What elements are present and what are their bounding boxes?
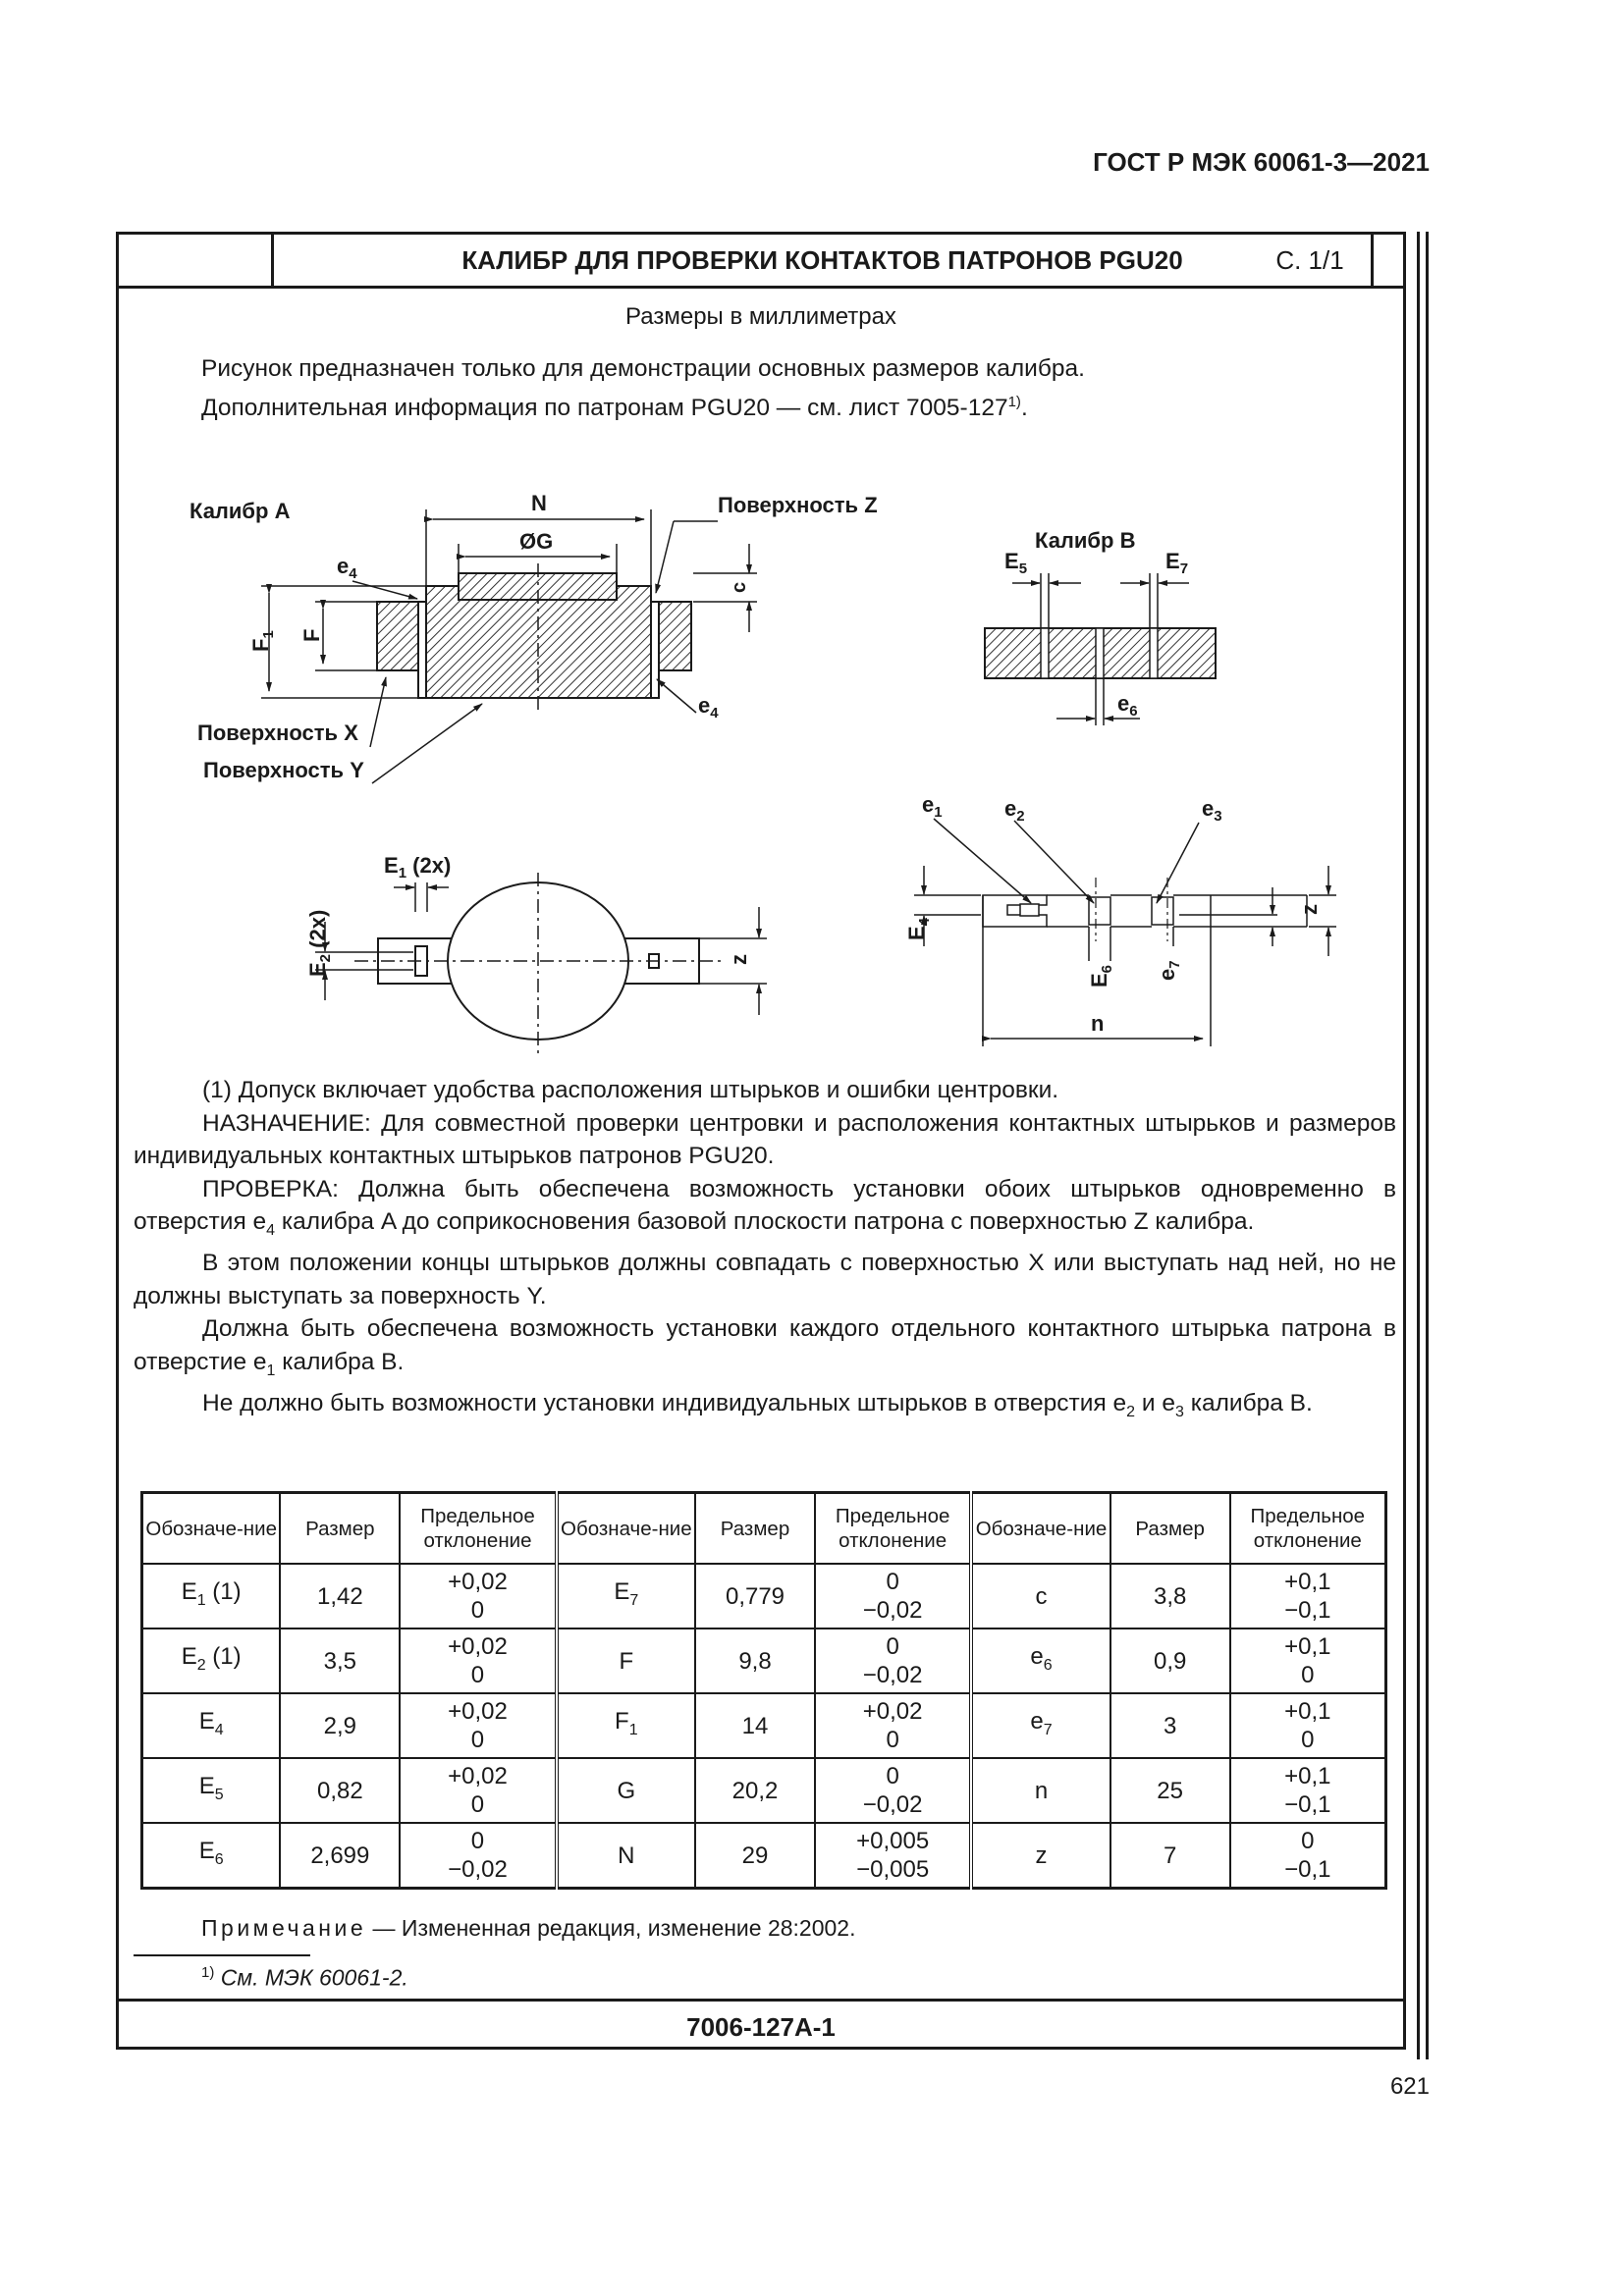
cell-tolerance: 0 −0,1 [1230, 1823, 1386, 1889]
cell-tolerance: 0 −0,02 [815, 1758, 971, 1823]
cell-tolerance: 0 −0,02 [815, 1629, 971, 1693]
dim-N-label: N [531, 491, 547, 515]
cell-designation: $E_4$ [142, 1693, 281, 1758]
paragraph-position: В этом положении концы штырьков должны совпадать с поверхностью X или выступать над ней, но не должны выступать за поверхность Y. [134, 1250, 1396, 1309]
paragraph-check: ПРОВЕРКА: Должна быть обеспечена возможность установки обоих штырьков одновременно в отверстия $e_4$ калибра A до соприкосновения базовой плоскости патрона с поверхностью Z калибра. [134, 1175, 1396, 1239]
dim-F1-label: $F_1$ [248, 630, 277, 652]
cell-tolerance: 0 −0,02 [400, 1823, 556, 1889]
dimensions-table [140, 1491, 1387, 1890]
cell-tolerance: +0,02 0 [400, 1564, 556, 1629]
note: Примечание — Измененная редакция, изменение 28:2002. [201, 1915, 856, 1941]
cell-size: 0,82 [280, 1758, 400, 1823]
cell-size: 9,8 [695, 1629, 815, 1693]
table-row [142, 1564, 1386, 1629]
dim-G-label: ØG [519, 529, 554, 554]
cell-designation: N [557, 1823, 695, 1889]
cell-size: 3 [1110, 1693, 1230, 1758]
dim-c-label: c [729, 581, 750, 593]
table-row [142, 1823, 1386, 1889]
units-caption: Размеры в миллиметрах [625, 303, 896, 330]
cell-designation: c [971, 1564, 1110, 1629]
dim-n-label: n [1091, 1011, 1105, 1036]
gauge-b-label: Калибр B [1035, 528, 1136, 553]
cell-size: 2,9 [280, 1693, 400, 1758]
cell-designation: n [971, 1758, 1110, 1823]
intro-line-2: Дополнительная информация по патронам PGU20 — см. лист 7005-127$^{1)}$. [201, 394, 1028, 422]
col-tolerance: Предельное отклонение [400, 1493, 556, 1565]
cell-size: 0,779 [695, 1564, 815, 1629]
footnote: $^{1)}$ См. МЭК 60061-2. [201, 1964, 408, 1991]
cell-designation: z [971, 1823, 1110, 1889]
cell-tolerance: +0,02 0 [400, 1693, 556, 1758]
cell-designation: $e_7$ [971, 1693, 1110, 1758]
table-row [142, 1758, 1386, 1823]
cell-size: 14 [695, 1693, 815, 1758]
cell-tolerance: +0,1 −0,1 [1230, 1758, 1386, 1823]
title-block [119, 235, 1403, 289]
cell-designation: $E_7$ [557, 1564, 695, 1629]
gauge-a-label: Калибр A [189, 499, 291, 523]
cell-size: 1,42 [280, 1564, 400, 1629]
col-size: Размер [280, 1493, 400, 1565]
E7-label: $E_7$ [1165, 549, 1189, 577]
surface-x-label: Поверхность X [197, 721, 358, 745]
sheet-frame [116, 232, 1406, 2050]
frame-double-line [1417, 232, 1420, 2059]
cell-tolerance: +0,005 −0,005 [815, 1823, 971, 1889]
cell-tolerance: +0,02 0 [815, 1693, 971, 1758]
intro-text [201, 352, 1085, 425]
e6-label: $e_6$ [1117, 691, 1138, 720]
col-size: Размер [695, 1493, 815, 1565]
plan-z-label: z [727, 954, 751, 965]
footnote-rule [134, 1954, 310, 1956]
cell-size: 29 [695, 1823, 815, 1889]
cell-size: 0,9 [1110, 1629, 1230, 1693]
title-empty-cell [119, 235, 274, 286]
surface-y-label: Поверхность Y [203, 758, 364, 782]
cell-size: 20,2 [695, 1758, 815, 1823]
table-row [142, 1693, 1386, 1758]
table-header-row [142, 1493, 1386, 1565]
sheet-number: С. 1/1 [1275, 245, 1344, 275]
cell-designation: $E_5$ [142, 1758, 281, 1823]
cell-tolerance: +0,1 0 [1230, 1693, 1386, 1758]
frame-double-line [1426, 232, 1429, 2059]
cell-designation: $E_6$ [142, 1823, 281, 1889]
cell-designation: $F_1$ [557, 1693, 695, 1758]
cell-designation: G [557, 1758, 695, 1823]
table-row [142, 1629, 1386, 1693]
intro-line-1: Рисунок предназначен только для демонстрации основных размеров калибра. [201, 355, 1085, 382]
right-z-label: z [1297, 904, 1322, 915]
cell-designation: $E_2$ (1) [142, 1629, 281, 1693]
col-designation: Обозначе-ние [142, 1493, 281, 1565]
cell-size: 3,5 [280, 1629, 400, 1693]
cell-size: 2,699 [280, 1823, 400, 1889]
sheet-code: 7006-127А-1 [119, 1999, 1403, 2053]
cell-tolerance: +0,1 0 [1230, 1629, 1386, 1693]
E4-label: $E_4$ [904, 917, 933, 940]
paragraph-no-fit: Не должно быть возможности установки индивидуальных штырьков в отверстия $e_2$ и $e_3$ калибра B. [202, 1390, 1313, 1421]
document-header: ГОСТ Р МЭК 60061-3—2021 [1093, 147, 1430, 177]
e4-top-label: $e_4$ [337, 554, 357, 582]
col-tolerance: Предельное отклонение [815, 1493, 971, 1565]
e2-label: $e_2$ [1004, 796, 1025, 825]
cell-tolerance: +0,02 0 [400, 1629, 556, 1693]
cell-designation: $e_6$ [971, 1629, 1110, 1693]
paragraph-tolerance: (1) Допуск включает удобства расположения штырьков и ошибки центровки. [202, 1077, 1059, 1103]
e3-label: $e_3$ [1202, 796, 1222, 825]
e1-label: $e_1$ [922, 792, 943, 821]
e4-bottom-label: $e_4$ [698, 693, 719, 721]
paragraph-single-pin: Должна быть обеспечена возможность установки каждого отдельного контактного штырька патрона в отверстие $e_1$ калибра B. [134, 1315, 1396, 1379]
E1-2x-label: $E_1$ (2x) [384, 853, 452, 881]
cell-size: 25 [1110, 1758, 1230, 1823]
E5-label: $E_5$ [1004, 549, 1028, 577]
col-designation: Обозначе-ние [557, 1493, 695, 1565]
body-text [134, 1074, 1396, 1429]
col-designation: Обозначе-ние [971, 1493, 1110, 1565]
paragraph-purpose: НАЗНАЧЕНИЕ: Для совместной проверки центровки и расположения контактных штырьков и размеров индивидуальных контактных штырьков патронов PGU20. [134, 1109, 1396, 1169]
e7-label: $e_7$ [1155, 960, 1183, 981]
cell-size: 3,8 [1110, 1564, 1230, 1629]
cell-tolerance: +0,02 0 [400, 1758, 556, 1823]
col-size: Размер [1110, 1493, 1230, 1565]
cell-tolerance: +0,1 −0,1 [1230, 1564, 1386, 1629]
dim-F-label: F [299, 628, 324, 642]
cell-tolerance: 0 −0,02 [815, 1564, 971, 1629]
sheet-title: КАЛИБР ДЛЯ ПРОВЕРКИ КОНТАКТОВ ПАТРОНОВ PGU20 [274, 235, 1374, 286]
gauge-drawing [119, 426, 1403, 1074]
E6-label: $E_6$ [1087, 964, 1115, 988]
cell-size: 7 [1110, 1823, 1230, 1889]
col-tolerance: Предельное отклонение [1230, 1493, 1386, 1565]
page-number: 621 [1389, 2073, 1430, 2100]
E2-2x-label: $E_2$ (2x) [305, 909, 334, 977]
surface-z-label: Поверхность Z [718, 493, 878, 517]
cell-designation: $E_1$ (1) [142, 1564, 281, 1629]
cell-designation: F [557, 1629, 695, 1693]
